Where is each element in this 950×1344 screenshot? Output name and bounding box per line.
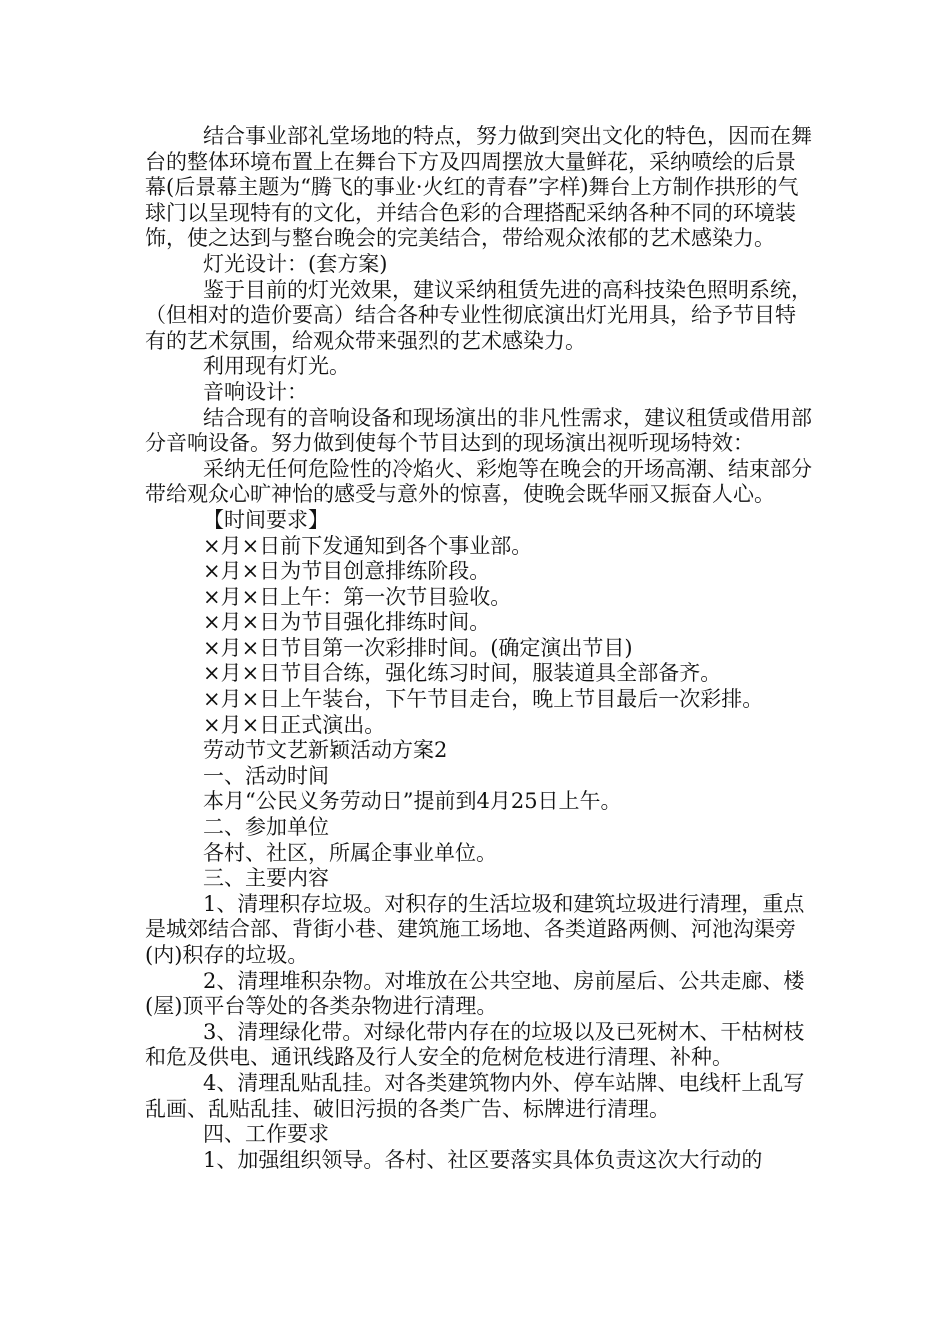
paragraph-participants: 各村、社区，所属企事业单位。 (203, 840, 497, 865)
content-item-3: 3、清理绿化带。对绿化带内存在的垃圾以及已死树木、干枯树枝和危及供电、通讯线路及行人安全的危树危枝进行清理、补种。 (145, 1019, 805, 1070)
heading-sound-design: 音响设计： (203, 379, 308, 404)
paragraph-activity-date: 本月“公民义务劳动日”提前到4月25日上午。 (203, 789, 622, 814)
heading-lighting-design: 灯光设计：(套方案) (203, 251, 388, 276)
schedule-item-2: ×月×日为节目创意排练阶段。 (203, 559, 491, 584)
paragraph-lighting-rental: 鉴于目前的灯光效果，建议采纳租赁先进的高科技染色照明系统，（但相对的造价要高）结合各种专业性彻底演出灯光用具，给予节目特有的艺术氛围，给观众带来强烈的艺术感染力。 (145, 277, 812, 353)
heading-work-requirements: 四、工作要求 (203, 1122, 329, 1147)
paragraph-existing-lighting: 利用现有灯光。 (203, 354, 350, 379)
heading-participants: 二、参加单位 (203, 815, 329, 840)
schedule-item-7: ×月×日上午装台，下午节目走台，晚上节目最后一次彩排。 (203, 687, 764, 712)
schedule-item-6: ×月×日节目合练，强化练习时间，服装道具全部备齐。 (203, 661, 722, 686)
content-item-4: 4、清理乱贴乱挂。对各类建筑物内外、停车站牌、电线杆上乱写乱画、乱贴乱挂、破旧污损的各类广告、标牌进行清理。 (145, 1070, 805, 1121)
heading-main-content: 三、主要内容 (203, 866, 329, 891)
paragraph-special-effects: 采纳无任何危险性的冷焰火、彩炮等在晚会的开场高潮、结束部分带给观众心旷神怡的感受与意外的惊喜，使晚会既华丽又振奋人心。 (145, 456, 812, 507)
section-title-plan-2: 劳动节文艺新颖活动方案2 (203, 738, 448, 763)
content-item-1: 1、清理积存垃圾。对积存的生活垃圾和建筑垃圾进行清理，重点是城郊结合部、背街小巷、建筑施工场地、各类道路两侧、河池沟渠旁(内)积存的垃圾。 (145, 891, 805, 967)
schedule-item-5: ×月×日节目第一次彩排时间。(确定演出节目) (203, 635, 633, 660)
document-body (145, 124, 815, 1173)
content-item-2: 2、清理堆积杂物。对堆放在公共空地、房前屋后、公共走廊、楼(屋)顶平台等处的各类杂物进行清理。 (145, 968, 805, 1019)
paragraph-stage-design: 结合事业部礼堂场地的特点，努力做到突出文化的特色，因而在舞台的整体环境布置上在舞台下方及四周摆放大量鲜花，采纳喷绘的后景幕(后景幕主题为“腾飞的事业·火红的青春”字样)舞台上方制作拱形的气球门以呈现特有的文化，并结合色彩的合理搭配采纳各种不同的环境装饰，使之达到与整台晚会的完美结合，带给观众浓郁的艺术感染力。 (145, 124, 812, 251)
requirement-item-1: 1、加强组织领导。各村、社区要落实具体负责这次大行动的 (203, 1147, 763, 1172)
heading-time-requirements: 【时间要求】 (203, 507, 329, 532)
schedule-item-3: ×月×日上午：第一次节目验收。 (203, 584, 512, 609)
schedule-item-1: ×月×日前下发通知到各个事业部。 (203, 533, 533, 558)
paragraph-sound-equipment: 结合现有的音响设备和现场演出的非凡性需求，建议租赁或借用部分音响设备。努力做到使每个节目达到的现场演出视听现场特效： (145, 405, 812, 456)
heading-activity-time: 一、活动时间 (203, 763, 329, 788)
schedule-item-4: ×月×日为节目强化排练时间。 (203, 610, 491, 635)
schedule-item-8: ×月×日正式演出。 (203, 712, 386, 737)
